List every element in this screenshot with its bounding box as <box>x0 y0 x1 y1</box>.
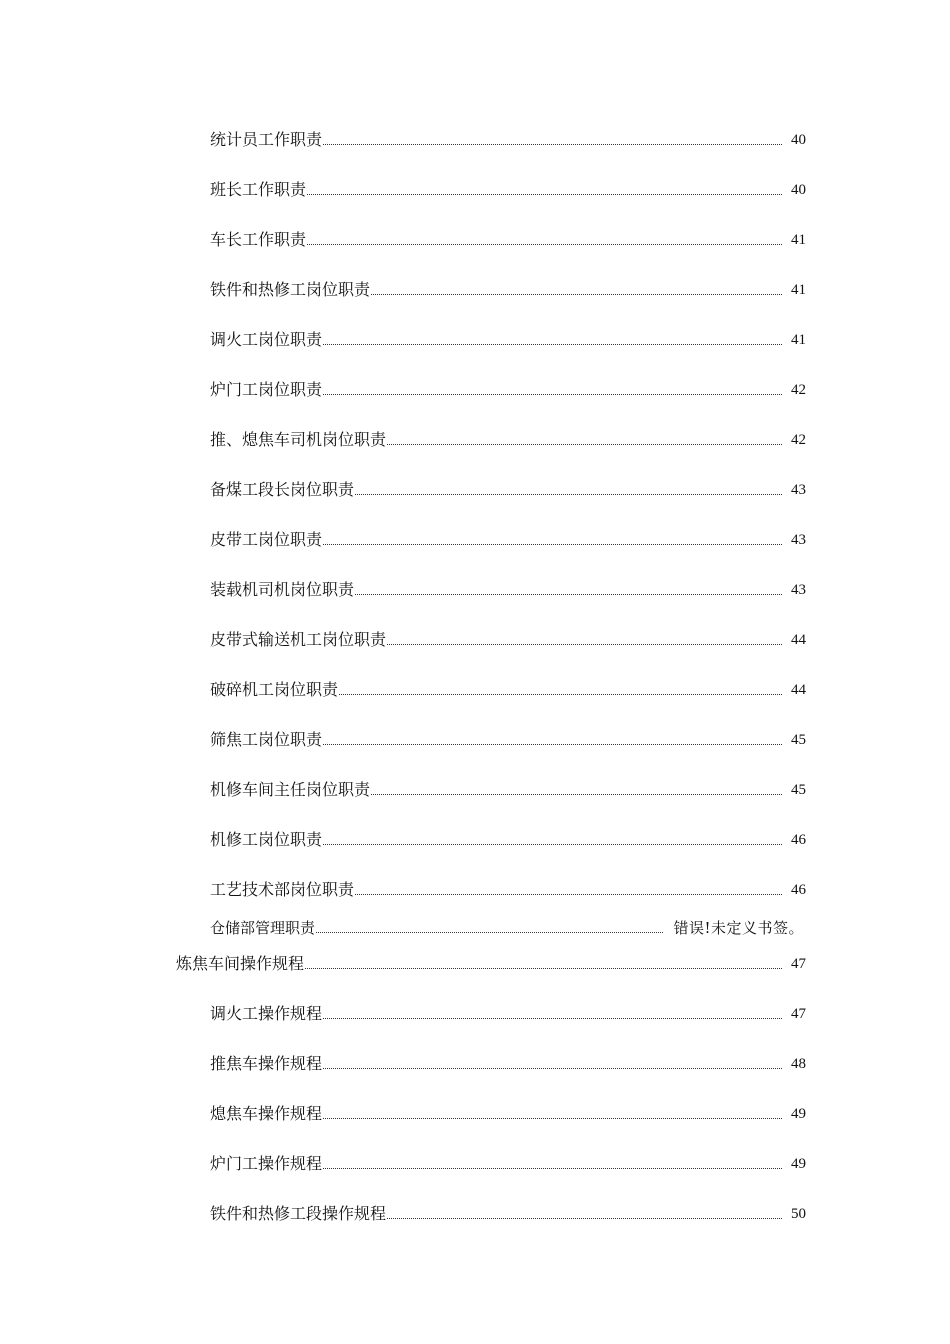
toc-entry-title: 破碎机工岗位职责 <box>210 680 339 699</box>
toc-entry-page: 45 <box>791 782 806 798</box>
toc-entry-title: 皮带工岗位职责 <box>210 530 323 549</box>
toc-entry[interactable] <box>210 126 806 150</box>
toc-entry-page: 40 <box>791 132 806 148</box>
toc-entry[interactable] <box>210 1150 806 1174</box>
dot-leader <box>323 1168 782 1169</box>
toc-entry-page: 46 <box>791 832 806 848</box>
dot-leader <box>305 968 782 969</box>
dot-leader <box>316 932 663 933</box>
bookmark-error-text: 错误!未定义书签。 <box>673 919 804 937</box>
toc-entry-page: 42 <box>791 432 806 448</box>
toc-entry-title: 推、熄焦车司机岗位职责 <box>210 430 387 449</box>
toc-entry-page: 43 <box>791 532 806 548</box>
toc-entry-title: 熄焦车操作规程 <box>210 1104 323 1123</box>
toc-entry-title: 装载机司机岗位职责 <box>210 580 355 599</box>
toc-entry[interactable] <box>210 1050 806 1074</box>
toc-entry-title: 铁件和热修工岗位职责 <box>210 280 371 299</box>
toc-entry-title: 调火工操作规程 <box>210 1004 323 1023</box>
toc-entry-title: 仓储部管理职责 <box>210 919 316 937</box>
toc-entry[interactable] <box>210 776 806 800</box>
toc-entry-title: 推焦车操作规程 <box>210 1054 323 1073</box>
toc-entry-title: 机修工岗位职责 <box>210 830 323 849</box>
toc-entry-page: 43 <box>791 582 806 598</box>
dot-leader <box>323 1118 782 1119</box>
dot-leader <box>323 344 782 345</box>
toc-entry-title: 皮带式输送机工岗位职责 <box>210 630 387 649</box>
dot-leader <box>323 144 782 145</box>
toc-entry-title: 工艺技术部岗位职责 <box>210 880 355 899</box>
toc-entry[interactable] <box>210 376 806 400</box>
toc-entry-title: 统计员工作职责 <box>210 130 323 149</box>
toc-entry-title: 炉门工操作规程 <box>210 1154 323 1173</box>
toc-entry[interactable] <box>210 476 806 500</box>
dot-leader <box>355 594 782 595</box>
toc-entry-page: 50 <box>791 1206 806 1222</box>
dot-leader <box>323 394 782 395</box>
toc-entry-title: 机修车间主任岗位职责 <box>210 780 371 799</box>
toc-entry[interactable] <box>210 626 806 650</box>
toc-entry-page: 41 <box>791 282 806 298</box>
dot-leader <box>307 244 782 245</box>
toc-entry-title: 调火工岗位职责 <box>210 330 323 349</box>
dot-leader <box>307 194 782 195</box>
dot-leader <box>371 794 782 795</box>
toc-entry-page: 47 <box>791 956 806 972</box>
toc-entry-page: 47 <box>791 1006 806 1022</box>
dot-leader <box>371 294 782 295</box>
dot-leader <box>323 544 782 545</box>
toc-entry-title: 炼焦车间操作规程 <box>176 954 305 973</box>
dot-leader <box>323 1068 782 1069</box>
toc-entry[interactable] <box>210 1000 806 1024</box>
toc-entry-title: 炉门工岗位职责 <box>210 380 323 399</box>
toc-entry[interactable] <box>210 526 806 550</box>
dot-leader <box>339 694 782 695</box>
toc-entry-page: 41 <box>791 232 806 248</box>
toc-entry-page: 44 <box>791 632 806 648</box>
toc-entry-page: 42 <box>791 382 806 398</box>
toc-entry[interactable] <box>210 826 806 850</box>
toc-entry-page: 45 <box>791 732 806 748</box>
dot-leader <box>387 1218 782 1219</box>
toc-entry[interactable] <box>210 576 806 600</box>
toc-entry[interactable] <box>210 426 806 450</box>
dot-leader <box>355 894 782 895</box>
dot-leader <box>387 644 782 645</box>
dot-leader <box>387 444 782 445</box>
dot-leader <box>355 494 782 495</box>
toc-entry-page: 48 <box>791 1056 806 1072</box>
toc-entry-title: 筛焦工岗位职责 <box>210 730 323 749</box>
toc-entry-page: 44 <box>791 682 806 698</box>
toc-entry[interactable] <box>210 1200 806 1224</box>
toc-entry-page: 40 <box>791 182 806 198</box>
toc-entry-title: 铁件和热修工段操作规程 <box>210 1204 387 1223</box>
toc-entry-page: 41 <box>791 332 806 348</box>
toc-entry-page: 49 <box>791 1156 806 1172</box>
toc-section-heading[interactable] <box>176 950 806 974</box>
toc-entry-title: 备煤工段长岗位职责 <box>210 480 355 499</box>
toc-entry[interactable] <box>210 676 806 700</box>
dot-leader <box>323 744 782 745</box>
toc-entry-page: 46 <box>791 882 806 898</box>
toc-entry[interactable] <box>210 276 806 300</box>
toc-entry[interactable] <box>210 726 806 750</box>
dot-leader <box>323 844 782 845</box>
toc-entry-page: 49 <box>791 1106 806 1122</box>
toc-entry[interactable] <box>210 226 806 250</box>
toc-entry-page: 43 <box>791 482 806 498</box>
toc-entry-error[interactable] <box>210 914 804 938</box>
toc-entry[interactable] <box>210 326 806 350</box>
toc-entry-title: 车长工作职责 <box>210 230 307 249</box>
toc-entry[interactable] <box>210 876 806 900</box>
toc-entry-title: 班长工作职责 <box>210 180 307 199</box>
toc-entry[interactable] <box>210 176 806 200</box>
toc-entry[interactable] <box>210 1100 806 1124</box>
dot-leader <box>323 1018 782 1019</box>
